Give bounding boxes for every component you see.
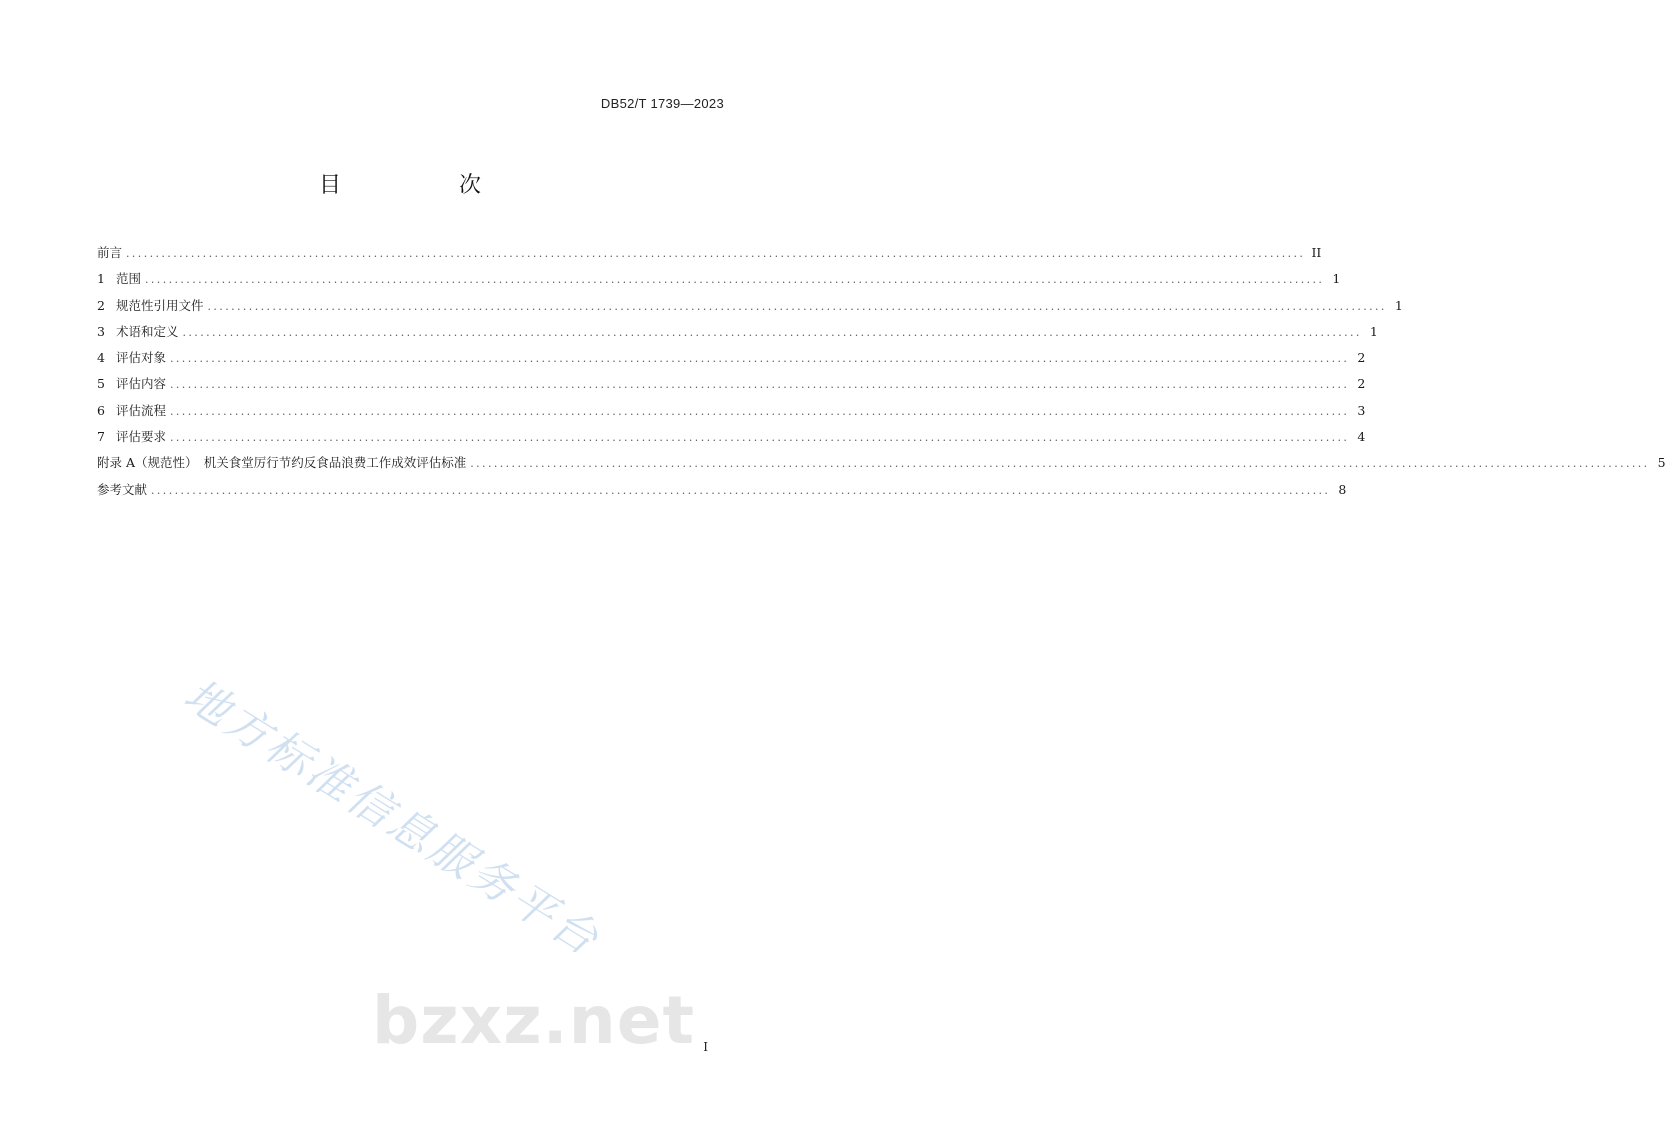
document-code: DB52/T 1739—2023 bbox=[600, 96, 724, 111]
toc-entry-assessment-process[interactable] bbox=[97, 398, 1366, 424]
toc-entry-page: 2 bbox=[1357, 376, 1366, 392]
toc-entry-page: 3 bbox=[1357, 402, 1366, 418]
toc-entry-page: 1 bbox=[1369, 323, 1378, 339]
leader-dots: ........................................................................................................................................................................................................ bbox=[126, 247, 1306, 260]
toc-entry-label: 附录 A（规范性） 机关食堂厉行节约反食品浪费工作成效评估标准 bbox=[97, 455, 467, 471]
toc-entry-assessment-requirements[interactable] bbox=[97, 424, 1366, 450]
leader-dots: ........................................................................................................................................................................................................ bbox=[151, 483, 1331, 497]
toc-entry-page: 1 bbox=[1332, 271, 1341, 287]
toc-entry-page: 1 bbox=[1394, 297, 1403, 313]
leader-dots: ........................................................................................................................................................................................................ bbox=[182, 325, 1362, 339]
toc-entry-label: 评估对象 bbox=[116, 350, 167, 366]
toc-entry-bibliography[interactable] bbox=[97, 477, 1347, 503]
toc-entry-number: 3 bbox=[97, 323, 105, 339]
toc-entry-label: 评估内容 bbox=[116, 376, 167, 392]
toc-entry-label: 范围 bbox=[116, 271, 142, 287]
toc-title: 目 次 bbox=[318, 173, 529, 198]
toc-entry-label: 术语和定义 bbox=[116, 323, 179, 339]
toc-entry-page: 5 bbox=[1657, 455, 1666, 471]
leader-dots: ........................................................................................................................................................................................................ bbox=[170, 404, 1350, 418]
table-of-contents bbox=[97, 240, 1666, 503]
toc-entry-page: 8 bbox=[1338, 481, 1347, 497]
page-number: I bbox=[703, 1040, 708, 1054]
toc-entry-page: 4 bbox=[1357, 429, 1366, 445]
toc-entry-label: 评估流程 bbox=[116, 402, 167, 418]
leader-dots: ........................................................................................................................................................................................................ bbox=[170, 431, 1350, 445]
toc-entry-number: 4 bbox=[97, 350, 105, 366]
leader-dots: ........................................................................................................................................................................................................ bbox=[170, 352, 1350, 366]
toc-entry-label: 前言 bbox=[97, 245, 123, 260]
toc-entry-scope[interactable] bbox=[97, 266, 1341, 292]
toc-entry-assessment-content[interactable] bbox=[97, 371, 1366, 397]
toc-entry-terms-definitions[interactable] bbox=[97, 319, 1378, 345]
site-watermark: bzxz.net bbox=[372, 982, 696, 1059]
toc-entry-assessment-object[interactable] bbox=[97, 345, 1366, 371]
toc-entry-number: 2 bbox=[97, 297, 105, 313]
leader-dots: ........................................................................................................................................................................................................ bbox=[207, 299, 1387, 313]
toc-entry-label: 规范性引用文件 bbox=[116, 297, 204, 313]
toc-entry-number: 5 bbox=[97, 376, 105, 392]
leader-dots: ........................................................................................................................................................................................................ bbox=[470, 457, 1650, 471]
toc-entry-normative-references[interactable] bbox=[97, 293, 1403, 319]
toc-entry-number: 1 bbox=[97, 271, 105, 287]
toc-entry-label: 参考文献 bbox=[97, 481, 148, 497]
leader-dots: ........................................................................................................................................................................................................ bbox=[170, 378, 1350, 392]
watermark: 地方标准信息服务平台 bbox=[175, 669, 610, 967]
leader-dots: ........................................................................................................................................................................................................ bbox=[145, 273, 1325, 287]
toc-entry-number: 7 bbox=[97, 429, 105, 445]
toc-entry-foreword[interactable] bbox=[97, 240, 1322, 266]
toc-entry-number: 6 bbox=[97, 402, 105, 418]
toc-entry-page: II bbox=[1311, 245, 1322, 260]
toc-entry-appendix-a[interactable] bbox=[97, 450, 1666, 476]
toc-entry-page: 2 bbox=[1357, 350, 1366, 366]
toc-entry-label: 评估要求 bbox=[116, 429, 167, 445]
